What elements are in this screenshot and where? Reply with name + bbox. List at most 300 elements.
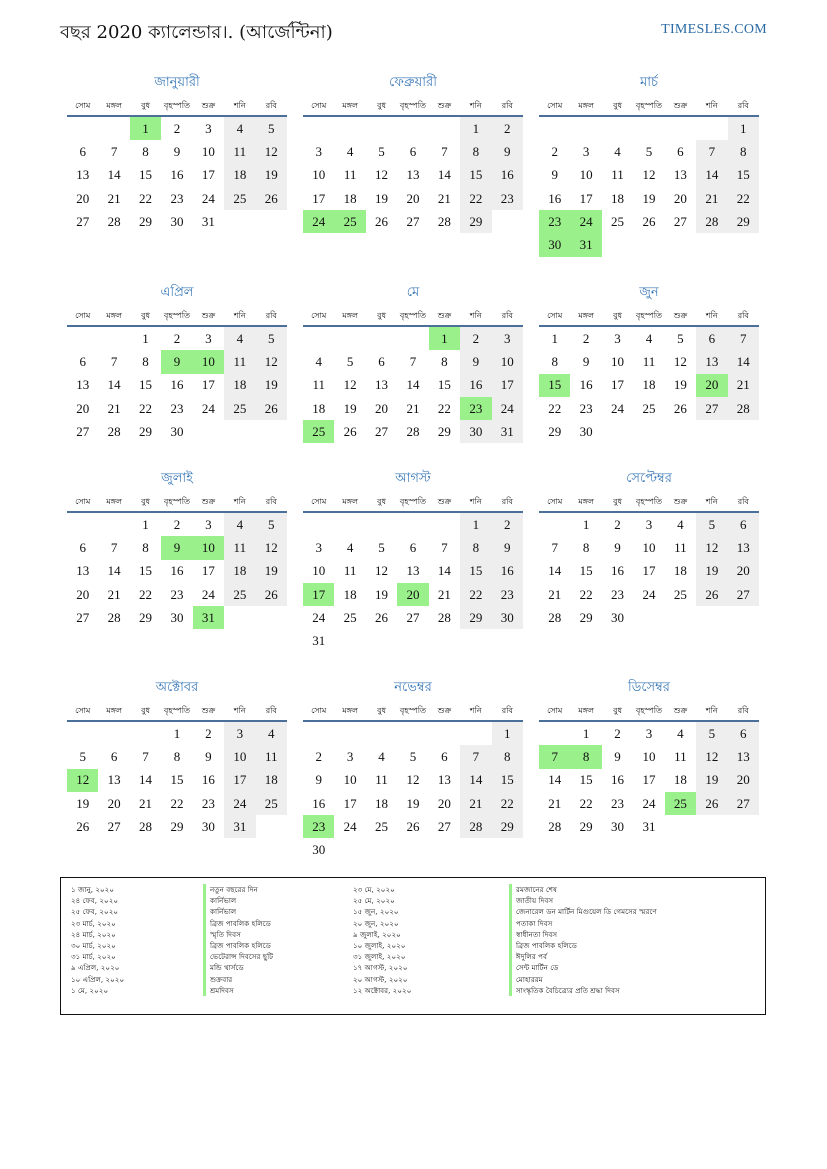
day-cell: 8	[142, 353, 149, 369]
empty-cell	[539, 721, 570, 745]
month-grid	[303, 493, 523, 653]
weekday-header: শুক্র	[665, 493, 696, 512]
weekday-header: বৃহস্পতি	[161, 97, 192, 116]
weekday-header: সোম	[303, 702, 334, 721]
day-cell: 31	[642, 818, 656, 834]
day-cell: 24	[224, 792, 255, 815]
legend-holiday-name: নতুন বছরের দিন	[203, 884, 273, 895]
month-grid	[539, 702, 759, 838]
day-cell: 11	[343, 167, 357, 183]
day-cell: 7	[110, 539, 118, 555]
empty-cell	[696, 233, 727, 256]
empty-cell	[728, 420, 759, 443]
day-cell: 5	[677, 330, 684, 346]
legend-holiday-name: কার্নিভাল	[203, 906, 273, 917]
day-cell: 18	[673, 563, 687, 579]
legend-holiday-name: মন্ডি থার্সডে	[203, 962, 273, 973]
empty-cell	[334, 629, 365, 652]
day-cell: 1	[173, 725, 181, 741]
legend-date: ২০ জুন, ২০২০	[353, 918, 399, 928]
legend-date: ৯ জুলাই, ২০২০	[353, 929, 401, 939]
weekday-header: সোম	[303, 97, 334, 116]
day-cell: 22	[139, 400, 153, 416]
day-cell: 20	[696, 374, 727, 397]
empty-cell	[98, 326, 129, 350]
day-cell: 23	[201, 795, 215, 811]
day-cell: 16	[492, 164, 523, 187]
day-cell: 22	[728, 187, 759, 210]
day-cell: 6	[441, 748, 448, 764]
day-cell: 31	[570, 233, 601, 256]
empty-cell	[460, 629, 491, 652]
empty-cell	[256, 210, 287, 233]
day-cell: 11	[674, 748, 687, 764]
day-cell: 2	[582, 330, 590, 346]
weekday-header: বুধ	[130, 307, 161, 326]
weekday-header: বুধ	[602, 702, 633, 721]
weekday-header: সোম	[539, 97, 570, 116]
weekday-header: সোম	[539, 702, 570, 721]
day-cell: 20	[76, 400, 90, 416]
day-cell: 28	[548, 818, 562, 834]
day-cell: 12	[696, 745, 727, 768]
day-cell: 30	[170, 213, 184, 229]
empty-cell	[665, 116, 696, 140]
day-cell: 17	[642, 563, 656, 579]
day-cell: 27	[673, 213, 687, 229]
day-cell: 9	[460, 350, 491, 373]
weekday-header: রবি	[492, 702, 523, 721]
empty-cell	[366, 326, 397, 350]
legend-date: ২৩ মার্চ, ২০২০	[71, 918, 116, 928]
legend-date: ১ জানু, ২০২০	[71, 885, 115, 894]
legend-date: ৩০ মার্চ, ২০২০	[71, 940, 116, 950]
day-cell: 31	[312, 633, 326, 649]
day-cell: 18	[224, 374, 255, 397]
day-cell: 11	[611, 167, 624, 183]
day-cell: 21	[460, 792, 491, 815]
empty-cell	[366, 838, 397, 861]
weekday-header: শনি	[460, 307, 491, 326]
legend-date: ১ মে, ২০২০	[71, 985, 109, 995]
day-cell: 29	[139, 423, 153, 439]
day-cell: 1	[460, 512, 491, 536]
month-grid	[67, 307, 287, 443]
empty-cell	[98, 721, 129, 745]
month-name: অক্টোবর	[155, 680, 199, 695]
legend-holiday-name: স্মৃতি দিবস	[203, 929, 273, 940]
day-cell: 16	[170, 377, 184, 393]
day-cell: 3	[205, 516, 212, 532]
legend-holiday-name: জাতীয় দিবস	[509, 895, 657, 906]
legend-holiday-name: সাংস্কৃতিক বৈচিত্র্যের প্রতি শ্রদ্ধা দিবস	[509, 985, 657, 996]
day-cell: 24	[642, 586, 656, 602]
empty-cell	[633, 116, 664, 140]
day-cell: 28	[696, 210, 727, 233]
day-cell: 26	[642, 213, 656, 229]
empty-cell	[602, 116, 633, 140]
weekday-header: শুক্র	[429, 702, 460, 721]
weekday-header: মঙ্গল	[98, 702, 129, 721]
day-cell: 28	[406, 423, 420, 439]
day-cell: 11	[224, 140, 255, 163]
month-name: সেপ্টেম্বর	[626, 471, 672, 486]
day-cell: 9	[492, 140, 523, 163]
day-cell: 6	[728, 512, 759, 536]
legend-holiday-name: পতাকা দিবস	[509, 918, 657, 929]
site-link[interactable]: TIMESLES.COM	[661, 22, 767, 37]
weekday-header: শুক্র	[665, 702, 696, 721]
weekday-header: মঙ্গল	[570, 97, 601, 116]
day-cell: 6	[79, 539, 86, 555]
day-cell: 5	[645, 143, 653, 159]
empty-cell	[334, 326, 365, 350]
weekday-header: শনি	[460, 702, 491, 721]
day-cell: 7	[696, 140, 727, 163]
day-cell: 25	[343, 609, 357, 625]
day-cell: 3	[645, 516, 653, 532]
empty-cell	[665, 606, 696, 629]
day-cell: 13	[76, 563, 90, 579]
legend-name-column	[509, 884, 657, 996]
day-cell: 17	[343, 795, 357, 811]
weekday-header: সোম	[539, 307, 570, 326]
legend-date: ২৫ ফেব, ২০২০	[71, 907, 119, 917]
day-cell: 16	[312, 795, 326, 811]
day-cell: 21	[107, 400, 121, 416]
day-cell: 28	[437, 213, 451, 229]
empty-cell	[633, 233, 664, 256]
legend-date: ১০ এপ্রিল, ২০২০	[71, 974, 125, 984]
day-cell: 5	[409, 748, 417, 764]
day-cell: 1	[582, 725, 590, 741]
day-cell: 21	[406, 400, 420, 416]
day-cell: 25	[673, 586, 687, 602]
day-cell: 14	[728, 350, 759, 373]
day-cell: 15	[728, 164, 759, 187]
day-cell: 15	[437, 377, 451, 393]
legend-holiday-name: শ্রমদিবস	[203, 985, 273, 996]
day-cell: 18	[343, 190, 357, 206]
day-cell: 10	[193, 536, 224, 559]
empty-cell	[366, 116, 397, 140]
weekday-header: বৃহস্পতি	[633, 702, 664, 721]
day-cell: 13	[673, 167, 687, 183]
day-cell: 21	[696, 187, 727, 210]
day-cell: 19	[256, 164, 287, 187]
day-cell: 23	[611, 795, 625, 811]
holiday-legend	[60, 877, 766, 1015]
day-cell: 17	[611, 377, 625, 393]
day-cell: 22	[139, 190, 153, 206]
day-cell: 23	[539, 210, 570, 233]
day-cell: 13	[696, 350, 727, 373]
empty-cell	[728, 233, 759, 256]
day-cell: 16	[201, 772, 215, 788]
weekday-header: মঙ্গল	[334, 493, 365, 512]
day-cell: 28	[728, 397, 759, 420]
day-cell: 28	[107, 423, 121, 439]
day-cell: 5	[696, 512, 727, 536]
month-block	[303, 469, 523, 653]
weekday-header: মঙ্গল	[334, 97, 365, 116]
day-cell: 13	[107, 772, 121, 788]
day-cell: 26	[673, 400, 687, 416]
month-grid	[539, 493, 759, 629]
legend-date: ১৫ জুন, ২০২০	[353, 907, 399, 917]
day-cell: 24	[492, 397, 523, 420]
legend-holiday-name: স্বাধীনতা দিবস	[509, 929, 657, 940]
month-name: ডিসেম্বর	[628, 680, 670, 695]
empty-cell	[67, 326, 98, 350]
month-name: জুলাই	[161, 471, 193, 486]
day-cell: 19	[256, 374, 287, 397]
day-cell: 28	[460, 815, 491, 838]
empty-cell	[492, 838, 523, 861]
day-cell: 8	[728, 140, 759, 163]
day-cell: 18	[375, 795, 389, 811]
day-cell: 29	[460, 606, 491, 629]
day-cell: 5	[696, 721, 727, 745]
day-cell: 6	[677, 143, 684, 159]
month-block	[539, 678, 759, 838]
day-cell: 7	[110, 353, 118, 369]
day-cell: 18	[224, 164, 255, 187]
day-cell: 14	[437, 563, 451, 579]
day-cell: 5	[378, 539, 385, 555]
day-cell: 18	[611, 190, 625, 206]
weekday-header: শনি	[224, 307, 255, 326]
day-cell: 30	[492, 606, 523, 629]
day-cell: 16	[611, 772, 625, 788]
day-cell: 18	[642, 377, 656, 393]
day-cell: 16	[170, 167, 184, 183]
day-cell: 30	[611, 609, 625, 625]
day-cell: 21	[107, 586, 121, 602]
weekday-header: বৃহস্পতি	[161, 493, 192, 512]
legend-date-column	[71, 884, 124, 996]
day-cell: 4	[256, 721, 287, 745]
day-cell: 9	[315, 772, 322, 788]
day-cell: 3	[492, 326, 523, 350]
day-cell: 19	[696, 769, 727, 792]
month-name: জানুয়ারী	[154, 75, 200, 90]
day-cell: 1	[142, 516, 149, 532]
day-cell: 2	[315, 748, 322, 764]
legend-holiday-name: মোহাররম	[509, 974, 657, 985]
day-cell: 2	[173, 120, 181, 136]
day-cell: 2	[173, 330, 181, 346]
weekday-header: সোম	[67, 493, 98, 512]
day-cell: 27	[375, 423, 389, 439]
weekday-header: বুধ	[366, 702, 397, 721]
empty-cell	[429, 721, 460, 745]
day-cell: 4	[346, 143, 354, 159]
day-cell: 26	[375, 609, 389, 625]
day-cell: 4	[315, 353, 322, 369]
weekday-header: বৃহস্পতি	[633, 493, 664, 512]
month-block	[303, 283, 523, 443]
day-cell: 30	[579, 423, 593, 439]
month-grid	[303, 307, 523, 443]
day-cell: 24	[642, 795, 656, 811]
day-cell: 4	[346, 539, 354, 555]
weekday-header: রবি	[728, 307, 759, 326]
day-cell: 22	[437, 400, 451, 416]
empty-cell	[224, 606, 255, 629]
legend-holiday-name: জেনারেল ডন মার্টিন মিগুয়েল ডি গেমসের স্মরণে	[509, 906, 657, 917]
day-cell: 30	[201, 818, 215, 834]
day-cell: 23	[303, 815, 334, 838]
month-block	[303, 678, 523, 862]
day-cell: 27	[406, 213, 420, 229]
weekday-header: শুক্র	[193, 97, 224, 116]
weekday-header: শনি	[460, 97, 491, 116]
weekday-header: শনি	[696, 97, 727, 116]
page-title: বছর 2020 ক্যালেন্ডার।. (আর্জেন্টিনা)	[60, 22, 333, 43]
legend-date-column	[353, 884, 411, 996]
weekday-header: রবি	[728, 97, 759, 116]
day-cell: 15	[492, 769, 523, 792]
day-cell: 8	[582, 539, 590, 555]
empty-cell	[224, 420, 255, 443]
weekday-header: বৃহস্পতি	[161, 307, 192, 326]
weekday-header: বুধ	[366, 493, 397, 512]
day-cell: 18	[224, 560, 255, 583]
empty-cell	[256, 815, 287, 838]
day-cell: 8	[173, 748, 181, 764]
empty-cell	[67, 116, 98, 140]
day-cell: 16	[170, 563, 184, 579]
month-block	[67, 678, 287, 838]
month-grid	[303, 702, 523, 862]
day-cell: 5	[346, 353, 354, 369]
empty-cell	[539, 512, 570, 536]
day-cell: 1	[492, 721, 523, 745]
day-cell: 7	[441, 143, 448, 159]
day-cell: 10	[579, 167, 593, 183]
day-cell: 11	[256, 745, 287, 768]
weekday-header: রবি	[492, 97, 523, 116]
weekday-header: সোম	[67, 702, 98, 721]
weekday-header: মঙ্গল	[570, 702, 601, 721]
weekday-header: বৃহস্পতি	[397, 97, 428, 116]
weekday-header: রবি	[728, 702, 759, 721]
day-cell: 23	[611, 586, 625, 602]
day-cell: 14	[460, 769, 491, 792]
day-cell: 12	[256, 536, 287, 559]
empty-cell	[366, 629, 397, 652]
day-cell: 12	[642, 167, 656, 183]
day-cell: 17	[201, 563, 215, 579]
day-cell: 27	[728, 792, 759, 815]
day-cell: 13	[728, 745, 759, 768]
day-cell: 12	[343, 377, 357, 393]
day-cell: 29	[460, 210, 491, 233]
month-name: আগস্ট	[395, 471, 431, 486]
empty-cell	[539, 116, 570, 140]
legend-holiday-name: রমজানের শেষ	[509, 884, 657, 895]
day-cell: 13	[76, 377, 90, 393]
day-cell: 17	[303, 583, 334, 606]
weekday-header: বৃহস্পতি	[397, 493, 428, 512]
day-cell: 7	[551, 539, 558, 555]
weekday-header: বৃহস্পতি	[161, 702, 192, 721]
day-cell: 1	[582, 516, 590, 532]
empty-cell	[633, 420, 664, 443]
month-grid	[539, 97, 759, 257]
day-cell: 10	[224, 745, 255, 768]
legend-date: ৩১ মার্চ, ২০২০	[71, 952, 116, 962]
day-cell: 11	[224, 536, 255, 559]
empty-cell	[429, 629, 460, 652]
month-block	[67, 73, 287, 233]
day-cell: 6	[79, 143, 86, 159]
day-cell: 30	[312, 842, 326, 858]
weekday-header: শনি	[224, 493, 255, 512]
day-cell: 21	[107, 190, 121, 206]
day-cell: 24	[312, 609, 326, 625]
day-cell: 11	[642, 353, 656, 369]
month-block	[303, 73, 523, 233]
month-name: জুন	[639, 285, 659, 300]
empty-cell	[460, 838, 491, 861]
day-cell: 12	[375, 167, 389, 183]
legend-name-column	[203, 884, 273, 996]
empty-cell	[397, 629, 428, 652]
day-cell: 25	[642, 400, 656, 416]
day-cell: 2	[492, 512, 523, 536]
day-cell: 26	[256, 583, 287, 606]
day-cell: 11	[312, 377, 325, 393]
day-cell: 5	[256, 326, 287, 350]
day-cell: 31	[224, 815, 255, 838]
day-cell: 8	[492, 745, 523, 768]
empty-cell	[397, 512, 428, 536]
day-cell: 24	[201, 190, 215, 206]
day-cell: 2	[551, 143, 558, 159]
empty-cell	[397, 326, 428, 350]
day-cell: 5	[378, 143, 385, 159]
month-block	[67, 469, 287, 629]
weekday-header: শুক্র	[429, 97, 460, 116]
day-cell: 15	[539, 374, 570, 397]
day-cell: 17	[492, 374, 523, 397]
month-name: এপ্রিল	[160, 285, 194, 300]
day-cell: 2	[460, 326, 491, 350]
day-cell: 6	[409, 539, 417, 555]
empty-cell	[334, 512, 365, 536]
day-cell: 21	[139, 795, 153, 811]
day-cell: 20	[437, 795, 451, 811]
day-cell: 17	[201, 167, 215, 183]
day-cell: 5	[256, 116, 287, 140]
day-cell: 25	[303, 420, 334, 443]
day-cell: 22	[139, 586, 153, 602]
day-cell: 9	[582, 353, 590, 369]
day-cell: 14	[107, 167, 121, 183]
weekday-header: শনি	[696, 702, 727, 721]
weekday-header: শুক্র	[665, 97, 696, 116]
day-cell: 27	[76, 609, 90, 625]
empty-cell	[397, 116, 428, 140]
day-cell: 24	[343, 818, 357, 834]
day-cell: 27	[76, 213, 90, 229]
day-cell: 10	[193, 350, 224, 373]
weekday-header: সোম	[303, 493, 334, 512]
weekday-header: বুধ	[366, 97, 397, 116]
day-cell: 27	[406, 609, 420, 625]
